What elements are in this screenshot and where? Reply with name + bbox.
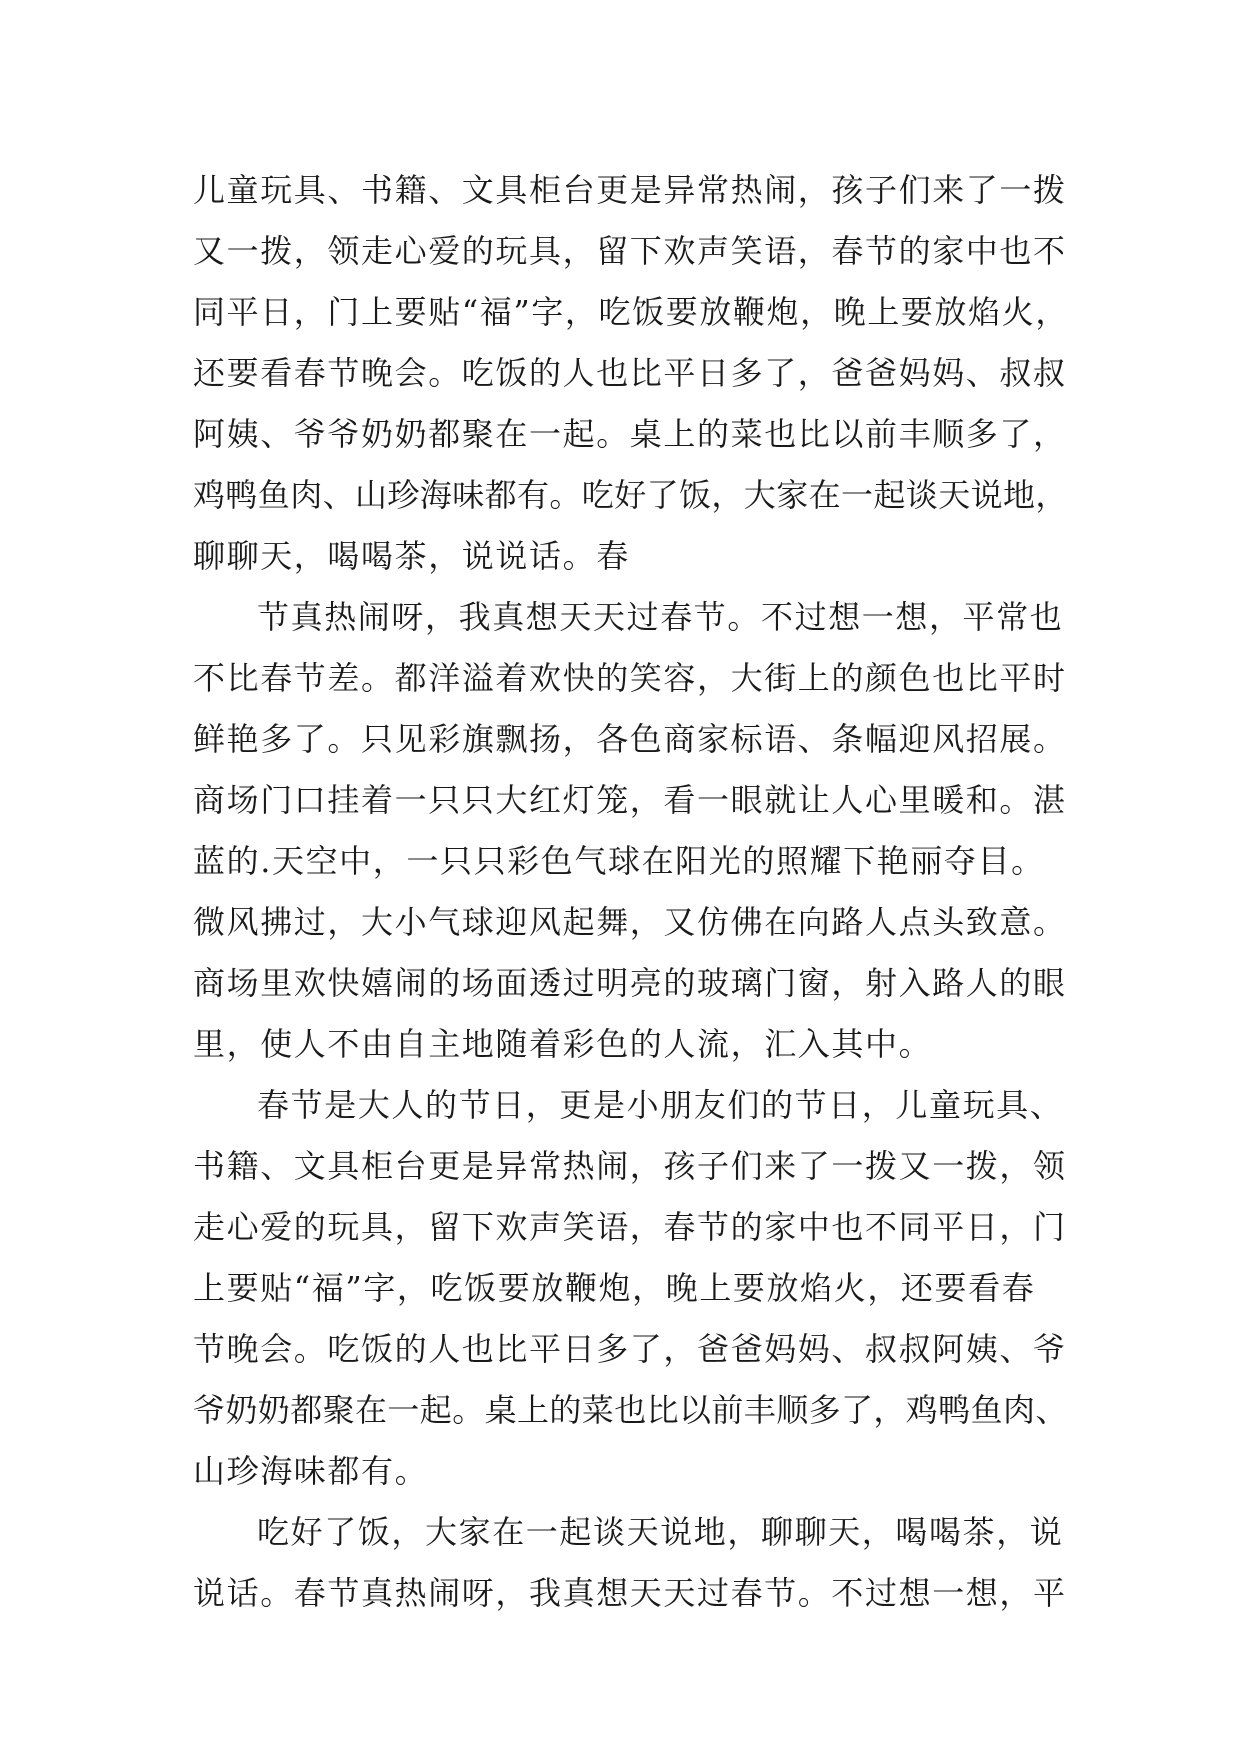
text-line: 走心爱的玩具，留下欢声笑语，春节的家中也不同平日，门 (193, 1208, 1067, 1246)
text-line: 春节是大人的节日，更是小朋友们的节日，儿童玩具、 (257, 1086, 1064, 1124)
text-line: 节真热闹呀，我真想天天过春节。不过想一想，平常也 (257, 598, 1064, 636)
text-line: 节晚会。吃饭的人也比平日多了，爸爸妈妈、叔叔阿姨、爷 (193, 1330, 1067, 1368)
text-line: 鲜艳多了。只见彩旗飘扬，各色商家标语、条幅迎风招展。 (193, 720, 1067, 758)
text-line: 阿姨、爷爷奶奶都聚在一起。桌上的菜也比以前丰顺多了， (193, 415, 1067, 453)
text-line: 微风拂过，大小气球迎风起舞，又仿佛在向路人点头致意。 (193, 903, 1067, 941)
text-line: 山珍海味都有。 (193, 1452, 429, 1490)
text-line: 蓝的.天空中，一只只彩色气球在阳光的照耀下艳丽夺目。 (193, 842, 1045, 880)
text-line: 儿童玩具、书籍、文具柜台更是异常热闹，孩子们来了一拨 (193, 171, 1067, 209)
text-line: 鸡鸭鱼肉、山珍海味都有。吃好了饭，大家在一起谈天说地， (193, 476, 1068, 514)
text-line: 吃好了饭，大家在一起谈天说地，聊聊天，喝喝茶，说 (257, 1513, 1064, 1551)
text-line: 书籍、文具柜台更是异常热闹，孩子们来了一拨又一拨，领 (193, 1147, 1067, 1185)
text-line: 爷奶奶都聚在一起。桌上的菜也比以前丰顺多了，鸡鸭鱼肉、 (193, 1391, 1068, 1429)
text-line: 还要看春节晚会。吃饭的人也比平日多了，爸爸妈妈、叔叔 (193, 354, 1067, 392)
text-line: 同平日，门上要贴“福”字，吃饭要放鞭炮，晚上要放焰火， (193, 293, 1069, 331)
text-line: 商场里欢快嬉闹的场面透过明亮的玻璃门窗，射入路人的眼 (193, 964, 1067, 1002)
text-line: 商场门口挂着一只只大红灯笼，看一眼就让人心里暖和。湛 (193, 781, 1067, 819)
text-line: 不比春节差。都洋溢着欢快的笑容，大街上的颜色也比平时 (193, 659, 1067, 697)
text-line: 又一拨，领走心爱的玩具，留下欢声笑语，春节的家中也不 (193, 232, 1067, 270)
body-text (193, 160, 1073, 1624)
text-line: 里，使人不由自主地随着彩色的人流，汇入其中。 (193, 1025, 933, 1063)
text-line: 说话。春节真热闹呀，我真想天天过春节。不过想一想，平 (193, 1574, 1067, 1612)
text-line: 上要贴“福”字，吃饭要放鞭炮，晚上要放焰火，还要看春 (193, 1269, 1036, 1307)
text-line: 聊聊天，喝喝茶，说说话。春 (193, 537, 630, 575)
